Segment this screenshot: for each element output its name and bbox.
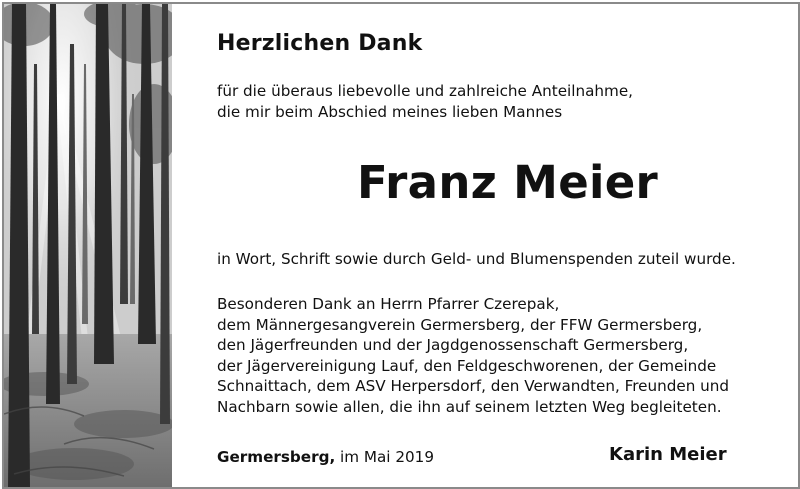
signer-name: Karin Meier xyxy=(609,444,727,465)
thanks-paragraph xyxy=(217,294,777,417)
thanks-line: der Jägervereinigung Lauf, den Feldgeschworenen, der Gemeinde xyxy=(217,356,717,375)
intro-text xyxy=(217,81,633,123)
thanks-line: Schnaittach, dem ASV Herpersdorf, den Verwandten, Freunden und xyxy=(217,377,730,395)
intro-line: für die überaus liebevolle und zahlreiche Anteilnahme, xyxy=(217,82,634,100)
forest-photo xyxy=(4,4,172,487)
date: im Mai 2019 xyxy=(340,448,434,466)
heading: Herzlichen Dank xyxy=(217,31,423,56)
thanks-line: dem Männergesangverein Germersberg, der FFW Germersberg, xyxy=(217,315,703,334)
thanks-line: den Jägerfreunden und der Jagdgenossenschaft Germersberg, xyxy=(217,336,689,354)
deceased-name: Franz Meier xyxy=(357,156,659,209)
obituary-notice xyxy=(2,2,800,489)
thanks-line: Besonderen Dank an Herrn Pfarrer Czerepak, xyxy=(217,295,560,313)
words-line: in Wort, Schrift sowie durch Geld- und Blumenspenden zuteil wurde. xyxy=(217,250,736,268)
notice-text xyxy=(217,4,777,487)
intro-line: die mir beim Abschied meines lieben Mannes xyxy=(217,103,563,121)
thanks-line: Nachbarn sowie allen, die ihn auf seinem letzten Weg begleiteten. xyxy=(217,397,722,416)
place: Germersberg, xyxy=(217,448,336,466)
place-date xyxy=(217,448,434,466)
